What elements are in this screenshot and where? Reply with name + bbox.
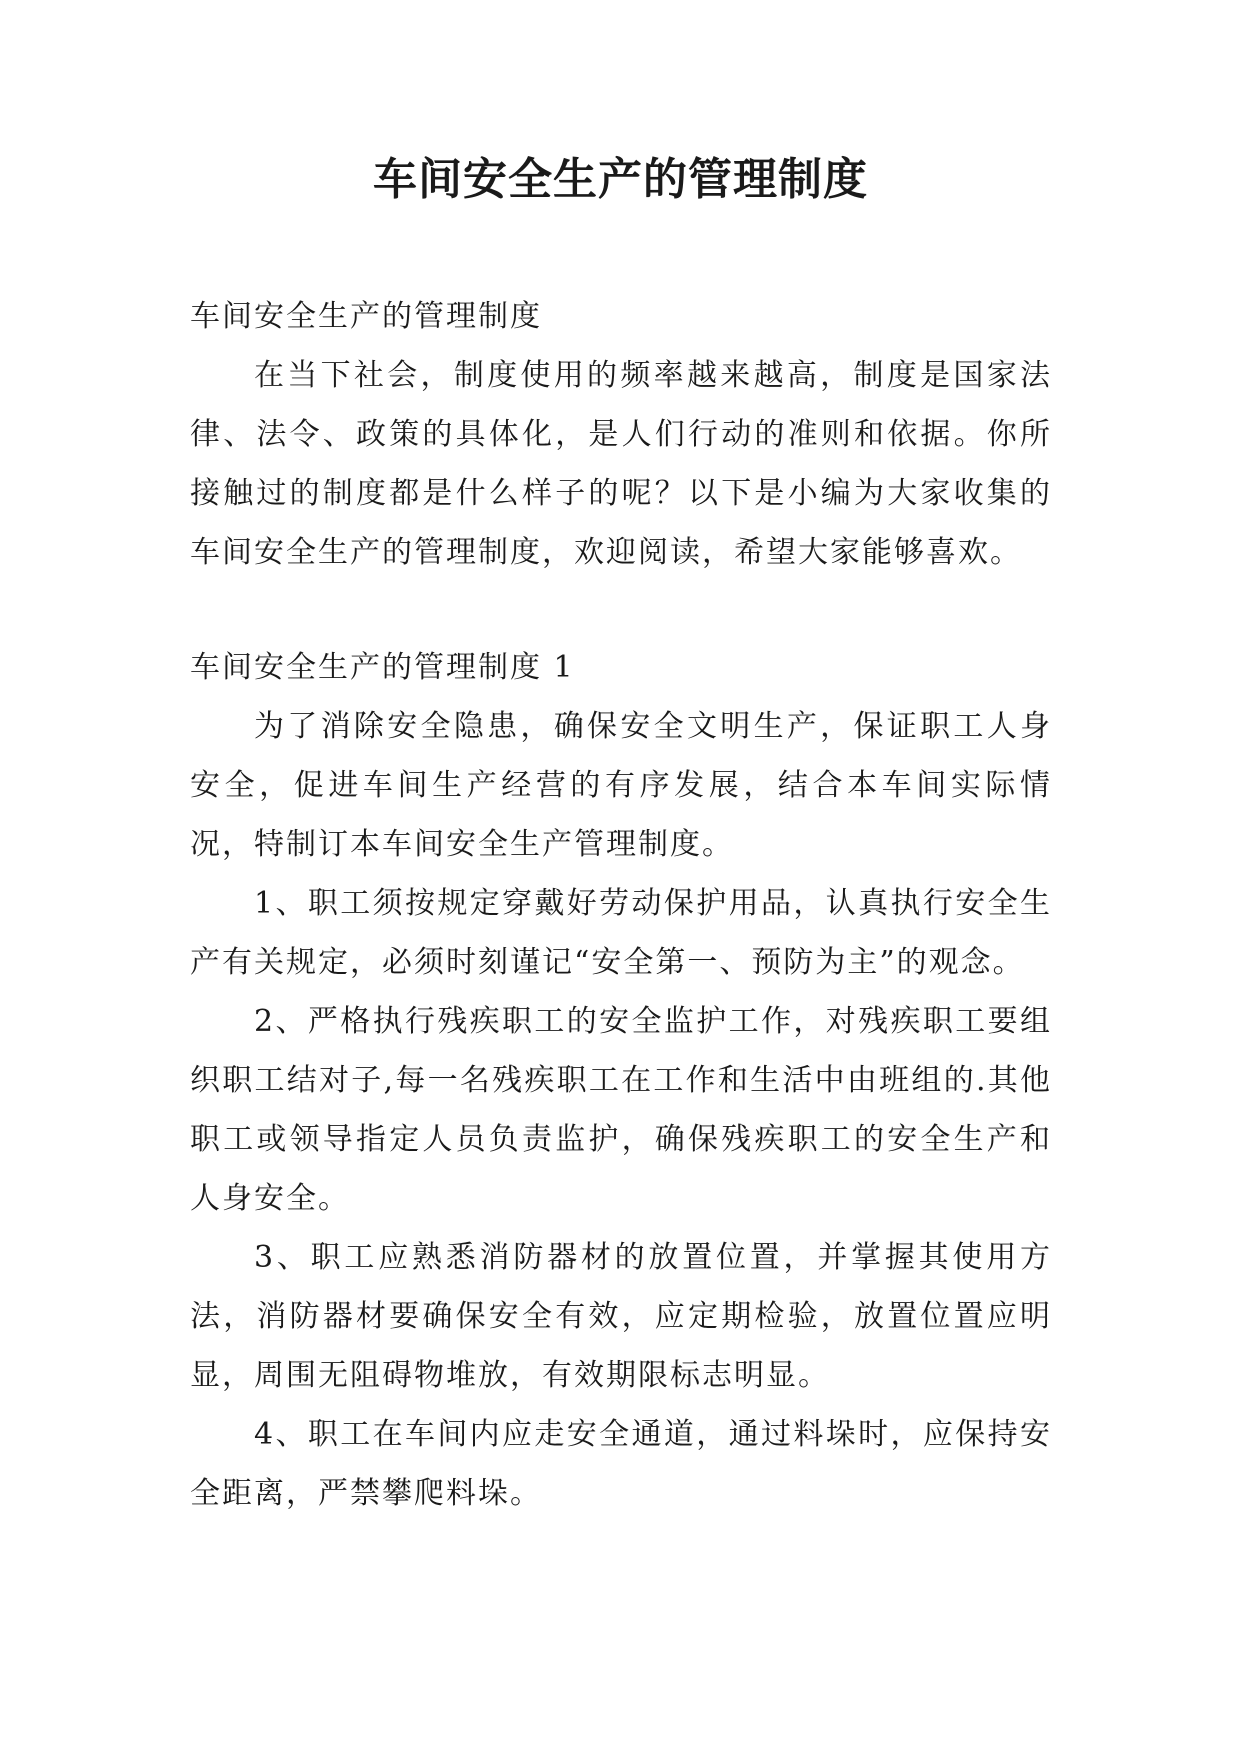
rule-item-3: 3、职工应熟悉消防器材的放置位置，并掌握其使用方法，消防器材要确保安全有效，应定期检验，放置位置应明显，周围无阻碍物堆放，有效期限标志明显。 <box>190 1240 1052 1393</box>
intro-paragraph: 在当下社会，制度使用的频率越来越高，制度是国家法律、法令、政策的具体化，是人们行动的准则和依据。你所接触过的制度都是什么样子的呢？以下是小编为大家收集的车间安全生产的管理制度，欢迎阅读，希望大家能够喜欢。 <box>190 358 1052 570</box>
section-1 <box>190 638 1052 1523</box>
document-subtitle: 车间安全生产的管理制度 <box>190 299 542 334</box>
section-paragraph: 为了消除安全隐患，确保安全文明生产，保证职工人身安全，促进车间生产经营的有序发展，结合本车间实际情况，特制订本车间安全生产管理制度。 <box>190 709 1052 862</box>
intro-block <box>190 287 1052 582</box>
document-title: 车间安全生产的管理制度 <box>373 154 868 205</box>
rule-item-4: 4、职工在车间内应走安全通道，通过料垛时，应保持安全距离，严禁攀爬料垛。 <box>190 1417 1052 1511</box>
section-heading: 车间安全生产的管理制度 1 <box>190 650 575 685</box>
rule-item-1: 1、职工须按规定穿戴好劳动保护用品，认真执行安全生产有关规定，必须时刻谨记“安全第一、预防为主”的观念。 <box>190 886 1052 980</box>
rule-item-2: 2、严格执行残疾职工的安全监护工作，对残疾职工要组织职工结对子,每一名残疾职工在工作和生活中由班组的.其他职工或领导指定人员负责监护，确保残疾职工的安全生产和人身安全。 <box>190 1004 1052 1216</box>
